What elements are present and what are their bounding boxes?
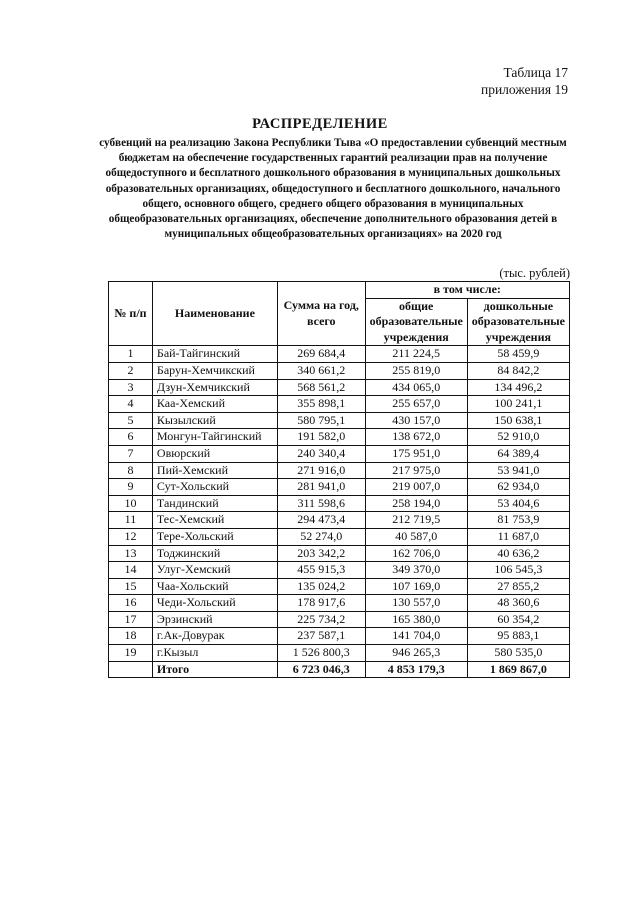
cell-general: 255 819,0	[365, 362, 467, 379]
header-no: № п/п	[109, 282, 153, 346]
table-body	[109, 346, 570, 678]
cell-total: 568 561,2	[277, 379, 365, 396]
cell-preschool: 60 354,2	[467, 611, 569, 628]
cell-general: 217 975,0	[365, 462, 467, 479]
cell-name: Бай-Тайгинский	[152, 346, 277, 363]
cell-no: 18	[109, 628, 153, 645]
total-name: Итого	[152, 661, 277, 678]
header-total: Сумма на год, всего	[277, 282, 365, 346]
table-row	[109, 346, 570, 363]
table-row	[109, 429, 570, 446]
cell-general: 349 370,0	[365, 562, 467, 579]
cell-general: 212 719,5	[365, 512, 467, 529]
cell-general: 258 194,0	[365, 495, 467, 512]
cell-preschool: 53 404,6	[467, 495, 569, 512]
table-row	[109, 545, 570, 562]
total-total: 6 723 046,3	[277, 661, 365, 678]
table-row	[109, 412, 570, 429]
cell-total: 135 024,2	[277, 578, 365, 595]
total-general: 4 853 179,3	[365, 661, 467, 678]
header-general: общие образовательные учреждения	[365, 298, 467, 346]
cell-preschool: 27 855,2	[467, 578, 569, 595]
cell-name: г.Кызыл	[152, 645, 277, 662]
cell-name: Тере-Хольский	[152, 528, 277, 545]
cell-preschool: 95 883,1	[467, 628, 569, 645]
cell-total: 191 582,0	[277, 429, 365, 446]
cell-no: 6	[109, 429, 153, 446]
table-row	[109, 379, 570, 396]
cell-name: Тандинский	[152, 495, 277, 512]
cell-no: 5	[109, 412, 153, 429]
cell-preschool: 52 910,0	[467, 429, 569, 446]
cell-general: 141 704,0	[365, 628, 467, 645]
table-row	[109, 611, 570, 628]
header-preschool: дошкольные образовательные учреждения	[467, 298, 569, 346]
document-title: РАСПРЕДЕЛЕНИЕ	[252, 116, 388, 132]
cell-no: 16	[109, 595, 153, 612]
cell-no: 4	[109, 396, 153, 413]
cell-preschool: 134 496,2	[467, 379, 569, 396]
cell-total: 269 684,4	[277, 346, 365, 363]
cell-name: Овюрский	[152, 445, 277, 462]
cell-general: 255 657,0	[365, 396, 467, 413]
cell-no: 7	[109, 445, 153, 462]
cell-name: Барун-Хемчикский	[152, 362, 277, 379]
ref-line-appendix: приложения 19	[480, 82, 568, 97]
table-row	[109, 595, 570, 612]
cell-preschool: 84 842,2	[467, 362, 569, 379]
cell-preschool: 106 545,3	[467, 562, 569, 579]
cell-preschool: 48 360,6	[467, 595, 569, 612]
table-row	[109, 479, 570, 496]
cell-name: Кызылский	[152, 412, 277, 429]
ref-line-table: Таблица 17	[503, 65, 568, 80]
cell-general: 175 951,0	[365, 445, 467, 462]
cell-total: 225 734,2	[277, 611, 365, 628]
cell-name: Чаа-Хольский	[152, 578, 277, 595]
cell-total: 294 473,4	[277, 512, 365, 529]
cell-name: Тоджинский	[152, 545, 277, 562]
cell-general: 40 587,0	[365, 528, 467, 545]
cell-total: 203 342,2	[277, 545, 365, 562]
cell-no: 19	[109, 645, 153, 662]
cell-general: 130 557,0	[365, 595, 467, 612]
cell-name: г.Ак-Довурак	[152, 628, 277, 645]
unit-label: (тыс. рублей)	[499, 266, 570, 280]
cell-name: Чеди-Хольский	[152, 595, 277, 612]
total-no	[109, 661, 153, 678]
cell-preschool: 150 638,1	[467, 412, 569, 429]
table-row	[109, 396, 570, 413]
cell-name: Сут-Хольский	[152, 479, 277, 496]
cell-no: 13	[109, 545, 153, 562]
cell-no: 2	[109, 362, 153, 379]
table-row	[109, 462, 570, 479]
table-row	[109, 512, 570, 529]
cell-no: 3	[109, 379, 153, 396]
cell-general: 107 169,0	[365, 578, 467, 595]
table-row	[109, 528, 570, 545]
table-row	[109, 445, 570, 462]
cell-preschool: 81 753,9	[467, 512, 569, 529]
table-reference	[481, 64, 568, 98]
cell-general: 211 224,5	[365, 346, 467, 363]
cell-name: Пий-Хемский	[152, 462, 277, 479]
cell-no: 11	[109, 512, 153, 529]
cell-total: 240 340,4	[277, 445, 365, 462]
table-row	[109, 495, 570, 512]
table-row	[109, 362, 570, 379]
cell-preschool: 580 535,0	[467, 645, 569, 662]
cell-total: 178 917,6	[277, 595, 365, 612]
cell-no: 12	[109, 528, 153, 545]
cell-no: 14	[109, 562, 153, 579]
cell-no: 17	[109, 611, 153, 628]
table-row	[109, 578, 570, 595]
cell-name: Монгун-Тайгинский	[152, 429, 277, 446]
cell-general: 946 265,3	[365, 645, 467, 662]
cell-name: Улуг-Хемский	[152, 562, 277, 579]
cell-name: Дзун-Хемчикский	[152, 379, 277, 396]
cell-total: 311 598,6	[277, 495, 365, 512]
cell-no: 10	[109, 495, 153, 512]
cell-preschool: 40 636,2	[467, 545, 569, 562]
cell-total: 52 274,0	[277, 528, 365, 545]
cell-no: 15	[109, 578, 153, 595]
header-name: Наименование	[152, 282, 277, 346]
cell-preschool: 100 241,1	[467, 396, 569, 413]
cell-total: 340 661,2	[277, 362, 365, 379]
cell-preschool: 62 934,0	[467, 479, 569, 496]
cell-general: 219 007,0	[365, 479, 467, 496]
table-row	[109, 628, 570, 645]
document-subtitle: субвенций на реализацию Закона Республики Тыва «О предоставлении субвенций местным бюджетам на обеспечение государственных гарантий реализации прав на получение общедоступного и бесплатного дошкольного образования в муниципальных дошкольных образовательных организациях, общедоступного и бесплатного дошкольного, начального общего, основного общего, среднего общего образования в муниципальных общеобразовательных организациях, обеспечение дополнительного образования детей в муниципальных общеобразовательных организациях» на 2020 год	[99, 137, 567, 241]
table-row	[109, 645, 570, 662]
cell-general: 430 157,0	[365, 412, 467, 429]
cell-name: Каа-Хемский	[152, 396, 277, 413]
cell-general: 138 672,0	[365, 429, 467, 446]
cell-total: 580 795,1	[277, 412, 365, 429]
cell-total: 1 526 800,3	[277, 645, 365, 662]
cell-total: 355 898,1	[277, 396, 365, 413]
cell-total: 271 916,0	[277, 462, 365, 479]
cell-general: 162 706,0	[365, 545, 467, 562]
cell-preschool: 11 687,0	[467, 528, 569, 545]
cell-preschool: 58 459,9	[467, 346, 569, 363]
cell-total: 281 941,0	[277, 479, 365, 496]
cell-preschool: 64 389,4	[467, 445, 569, 462]
total-row	[109, 661, 570, 678]
cell-preschool: 53 941,0	[467, 462, 569, 479]
cell-name: Эрзинский	[152, 611, 277, 628]
cell-total: 455 915,3	[277, 562, 365, 579]
cell-general: 434 065,0	[365, 379, 467, 396]
cell-total: 237 587,1	[277, 628, 365, 645]
distribution-table	[108, 281, 570, 678]
total-preschool: 1 869 867,0	[467, 661, 569, 678]
cell-no: 1	[109, 346, 153, 363]
cell-no: 8	[109, 462, 153, 479]
table-row	[109, 562, 570, 579]
cell-no: 9	[109, 479, 153, 496]
cell-name: Тес-Хемский	[152, 512, 277, 529]
header-including: в том числе:	[365, 282, 569, 299]
cell-general: 165 380,0	[365, 611, 467, 628]
